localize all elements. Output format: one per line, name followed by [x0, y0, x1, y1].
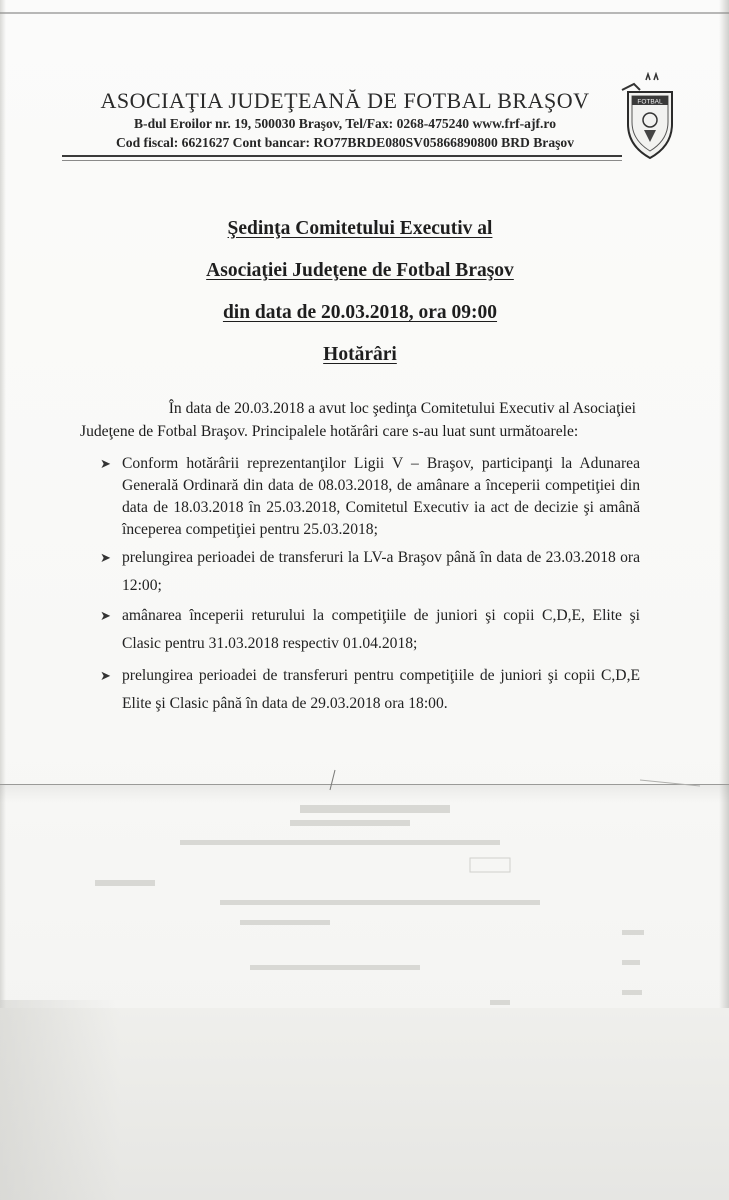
title-line-1: Şedinţa Comitetului Executiv al: [227, 218, 493, 239]
bullet-arrow-icon: ➤: [100, 608, 111, 623]
decision-text: Conform hotărârii reprezentanţilor Ligii V – Braşov, participanţi la Adunarea Generală Ordinară din data de 08.03.2018, de amânare a începerii competiţiei din data de 18.03.2018 în 25.03.2018, Comitetul Executiv ia act de decizie şi amână începerea competiţiei pentru 25.03.2018;: [122, 455, 640, 538]
intro-line-1: În data de 20.03.2018 a avut loc şedinţa Comitetului Executiv al Asociaţiei: [168, 400, 636, 417]
organization-name: ASOCIAŢIA JUDEŢEANĂ DE FOTBAL BRAŞOV: [100, 88, 590, 113]
crest-text: FOTBAL: [637, 98, 663, 106]
address-line: B-dul Eroilor nr. 19, 500030 Braşov, Tel/Fax: 0268-475240 www.frf-ajf.ro: [133, 116, 557, 131]
decision-text: prelungirea perioadei de transferuri pentru competiţiile de juniori şi copii C,D,E Elite şi Clasic până în data de 29.03.2018 ora 18:00.: [122, 667, 640, 712]
lower-sheet-shadow: [0, 1000, 120, 1200]
title-line-3: din data de 20.03.2018, ora 09:00: [222, 302, 498, 323]
intro-line-2: Judeţene de Fotbal Braşov. Principalele hotărâri care s-au luat sunt următoarele:: [80, 423, 579, 440]
title-line-2: Asociaţiei Judeţene de Fotbal Braşov: [206, 260, 514, 281]
bullet-arrow-icon: ➤: [100, 550, 111, 565]
title-line-decisions: Hotărâri: [323, 344, 397, 365]
decision-text: amânarea începerii returului la competiţiile de juniori şi copii C,D,E, Elite şi Clasic pentru 31.03.2018 respectiv 01.04.2018;: [122, 607, 640, 652]
decision-text: prelungirea perioadei de transferuri la LV-a Braşov până în data de 23.03.2018 ora 12:00;: [122, 549, 640, 594]
bullet-arrow-icon: ➤: [100, 668, 111, 683]
fiscal-line: Cod fiscal: 6621627 Cont bancar: RO77BRDE080SV05866890800 BRD Braşov: [115, 135, 575, 150]
bullet-arrow-icon: ➤: [100, 456, 111, 471]
